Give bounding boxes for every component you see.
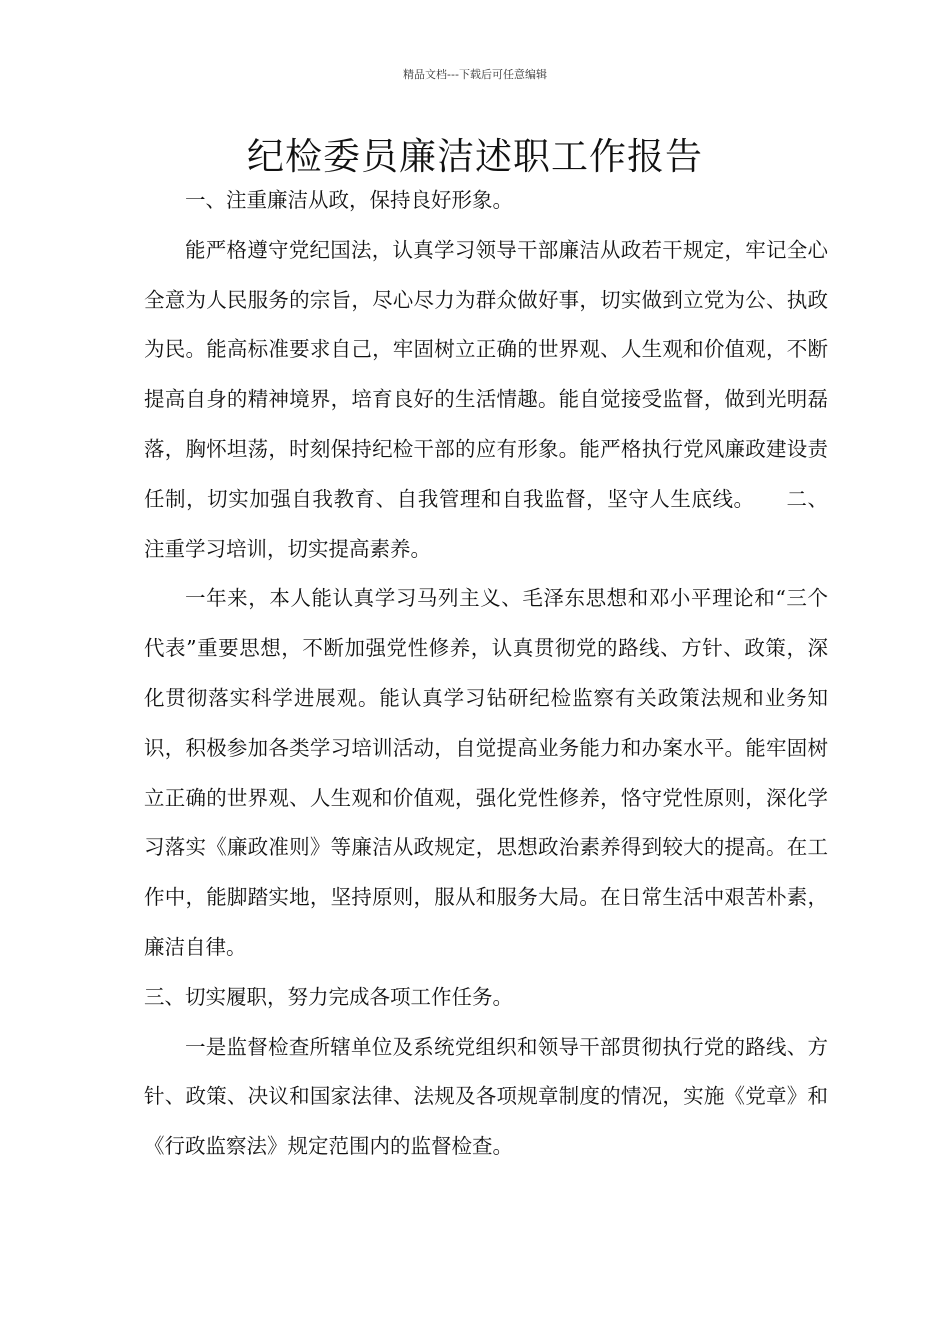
header-note: 精品文档---下载后可任意编辑	[403, 68, 547, 81]
document-body	[144, 176, 828, 1172]
body-paragraph-2: 一年来，本人能认真学习马列主义、毛泽东思想和邓小平理论和“三个代表”重要思想，不断加强党性修养，认真贯彻党的路线、方针、政策，深化贯彻落实科学进展观。能认真学习钻研纪检监察有关政策法规和业务知识，积极参加各类学习培训活动，自觉提高业务能力和办案水平。能牢固树立正确的世界观、人生观和价值观，强化党性修养，恪守党性原则，深化学习落实《廉政准则》等廉洁从政规定，思想政治素养得到较大的提高。在工作中，能脚踏实地，坚持原则，服从和服务大局。在日常生活中艰苦朴素，廉洁自律。	[144, 586, 828, 959]
section-heading-1: 一、注重廉洁从政，保持良好形象。	[185, 188, 513, 212]
body-paragraph-1: 能严格遵守党纪国法，认真学习领导干部廉洁从政若干规定，牢记全心全意为人民服务的宗旨，尽心尽力为群众做好事，切实做到立党为公、执政为民。能高标准要求自己，牢固树立正确的世界观、人生观和价值观，不断提高自身的精神境界，培育良好的生活情趣。能自觉接受监督，做到光明磊落，胸怀坦荡，时刻保持纪检干部的应有形象。能严格执行党风廉政建设责任制，切实加强自我教育、自我管理和自我监督，坚守人生底线。 二、注重学习培训，切实提高素养。	[144, 237, 828, 561]
document-title: 纪检委员廉洁述职工作报告	[247, 135, 703, 178]
section-heading-3: 三、切实履职，努力完成各项工作任务。	[144, 984, 513, 1009]
body-paragraph-3: 一是监督检查所辖单位及系统党组织和领导干部贯彻执行党的路线、方针、政策、决议和国家法律、法规及各项规章制度的情况，实施《党章》和《行政监察法》规定范围内的监督检查。	[144, 1034, 828, 1159]
